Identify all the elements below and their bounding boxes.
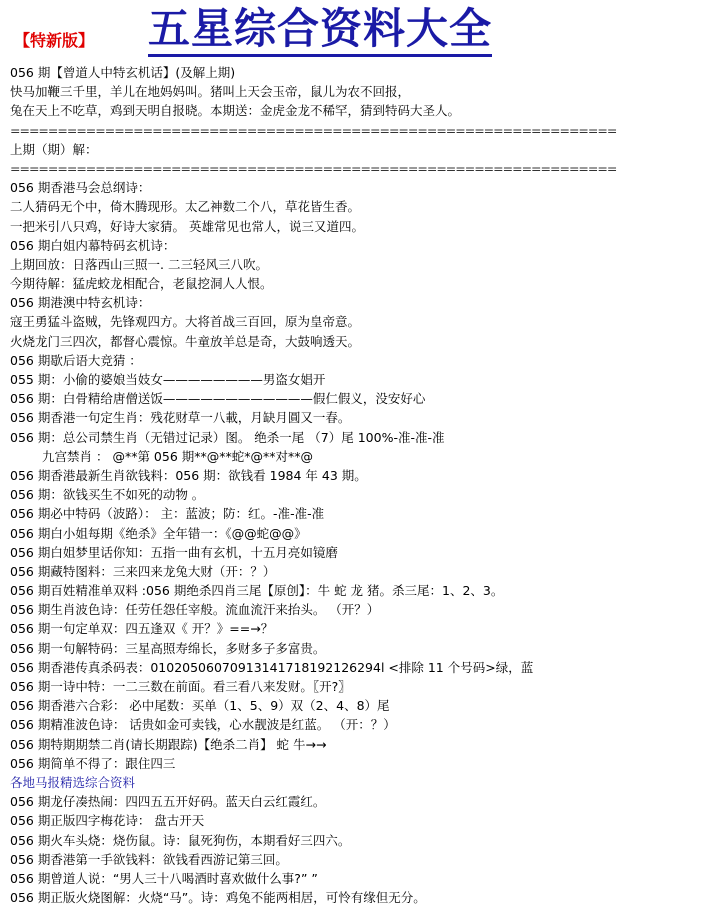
text-line: 056 期香港一句定生肖：残花财草一八載，月缺月圓又一春。 <box>10 410 351 426</box>
text-line: 寇王勇猛斗盗贼，先锋观四方。大将首战三百回，原为皇帝意。 <box>10 314 361 330</box>
separator-line: ================================================================ <box>10 122 617 138</box>
text-line: 056 期一句定单双：四五逢双《 开？》==→？ <box>10 621 274 637</box>
text-line: 今期待解：猛虎蛟龙相配合，老鼠挖洞人人恨。 <box>10 276 273 292</box>
text-line: 056 期白姐内幕特码玄机诗： <box>10 237 176 253</box>
text-line: 056 期火车头烧：烧伤鼠。诗：鼠死狗伤，本期看好三四六。 <box>10 832 351 848</box>
text-line: 056 期精准波色诗： 话贵如金可卖钱，心水靓波是红蓝。 （开：？） <box>10 717 396 733</box>
text-line: 056 期百姓精准单双料 :056 期绝杀四肖三尾【原创】：牛 蛇 龙 猪。杀三尾：1、2、3。 <box>10 583 504 599</box>
text-line: 056 期：总公司禁生肖（无错过记录）图。 绝杀一尾 （7）尾 100%-准-准-准 <box>10 429 445 445</box>
text-line: 056 期白姐梦里话你知：五指一曲有玄机，十五月亮如镜磨 <box>10 544 338 560</box>
text-line: 上期回放：日落西山三照一. 二三轻风三八吹。 <box>10 256 268 272</box>
text-line: 兔在天上不吃草，鸡到天明自报晓。本期送：金虎金龙不稀罕，猜到特码大圣人。 <box>10 103 461 119</box>
text-line: 056 期：白骨精给唐僧送饭————————————假仁假义，没安好心 <box>10 391 426 407</box>
text-line: 056 期【曾道人中特玄机话】(及解上期) <box>10 65 236 80</box>
text-line: 056 期正版四字梅花诗： 盘古开天 <box>10 813 205 829</box>
text-line: 056 期龙仔凑热闹：四四五五开好码。蓝天白云红霞红。 <box>10 794 326 810</box>
text-line: 056 期生肖波色诗：任劳任怨任宰般。流血流汗来抬头。 （开？） <box>10 602 380 618</box>
text-line: 056 期曾道人说：“男人三十八喝酒时喜欢做什么事?” ” <box>10 870 318 886</box>
text-line: 火烧龙门三四次，都督心震惊。牛童放羊总是奇，大鼓响透天。 <box>10 333 361 349</box>
text-line: 快马加鞭三千里，羊儿在地妈妈叫。猪叫上天会玉帝，鼠儿为农不回报， <box>10 84 411 100</box>
text-line: 056 期港澳中特玄机诗： <box>10 295 151 311</box>
separator-line: ================================================================ <box>10 160 617 176</box>
text-line: 055 期：小偷的婆娘当妓女————————男盗女娼开 <box>10 372 326 387</box>
text-line: 056 期特期期禁二肖(请长期跟踪)【绝杀二肖】 蛇 牛→→ <box>10 736 327 752</box>
text-line: 九宫禁肖 ： @**第 056 期**@**蛇*@**对**@ <box>42 448 314 464</box>
text-line: 056 期藏特图料：三来四来龙兔大财（开：？） <box>10 563 276 579</box>
edition-badge: 【特新版】 <box>14 31 95 50</box>
text-line: 上期（期）解： <box>10 141 98 157</box>
text-line: 056 期一诗中特：一二三数在前面。看三看八来发财。〖开?〗 <box>10 679 351 694</box>
text-line: 056 期正版火烧图解：火烧“马”。诗：鸡兔不能两相居，可怜有缘但无分。 <box>10 890 426 906</box>
text-line: 一把米引八只鸡，好诗大家猜。 英雄常见也常人，说三又道四。 <box>10 218 364 234</box>
text-line: 二人猜码无个中，倚木腾现形。太乙神数二个八，草花皆生香。 <box>10 199 361 215</box>
text-line: 056 期香港第一手欲钱料：欲钱看西游记第三回。 <box>10 851 288 867</box>
text-line: 056 期必中特码（波路）： 主：蓝波；防：红。-准-准-准 <box>10 506 325 522</box>
section-heading: 各地马报精选综合资料 <box>10 774 136 790</box>
text-line: 056 期一句解特码：三星高照寿绵长，多财多子多富贵。 <box>10 640 326 656</box>
page-title: 五星综合资料大全 <box>148 4 492 57</box>
text-line: 056 期歇后语大竞猜 ： <box>10 352 142 368</box>
text-line: 056 期：欲钱买生不如死的动物 。 <box>10 487 205 503</box>
text-line: 056 期简单不得了：跟住四三 <box>10 755 176 771</box>
page-header <box>0 0 702 62</box>
document-body <box>10 63 698 907</box>
text-line: 056 期香港六合彩： 必中尾数：买单（1、5、9）双（2、4、8）尾 <box>10 698 390 714</box>
text-line: 056 期香港最新生肖欲钱料：056 期：欲钱看 1984 年 43 期。 <box>10 467 367 483</box>
text-line: 056 期白小姐每期《绝杀》全年错一：《@@蛇@@》 <box>10 525 307 541</box>
text-line: 056 期香港传真杀码表：01020506070913141718192126294l <排除 11 个号码>绿，蓝 <box>10 659 534 675</box>
text-line: 056 期香港马会总纲诗： <box>10 180 151 196</box>
